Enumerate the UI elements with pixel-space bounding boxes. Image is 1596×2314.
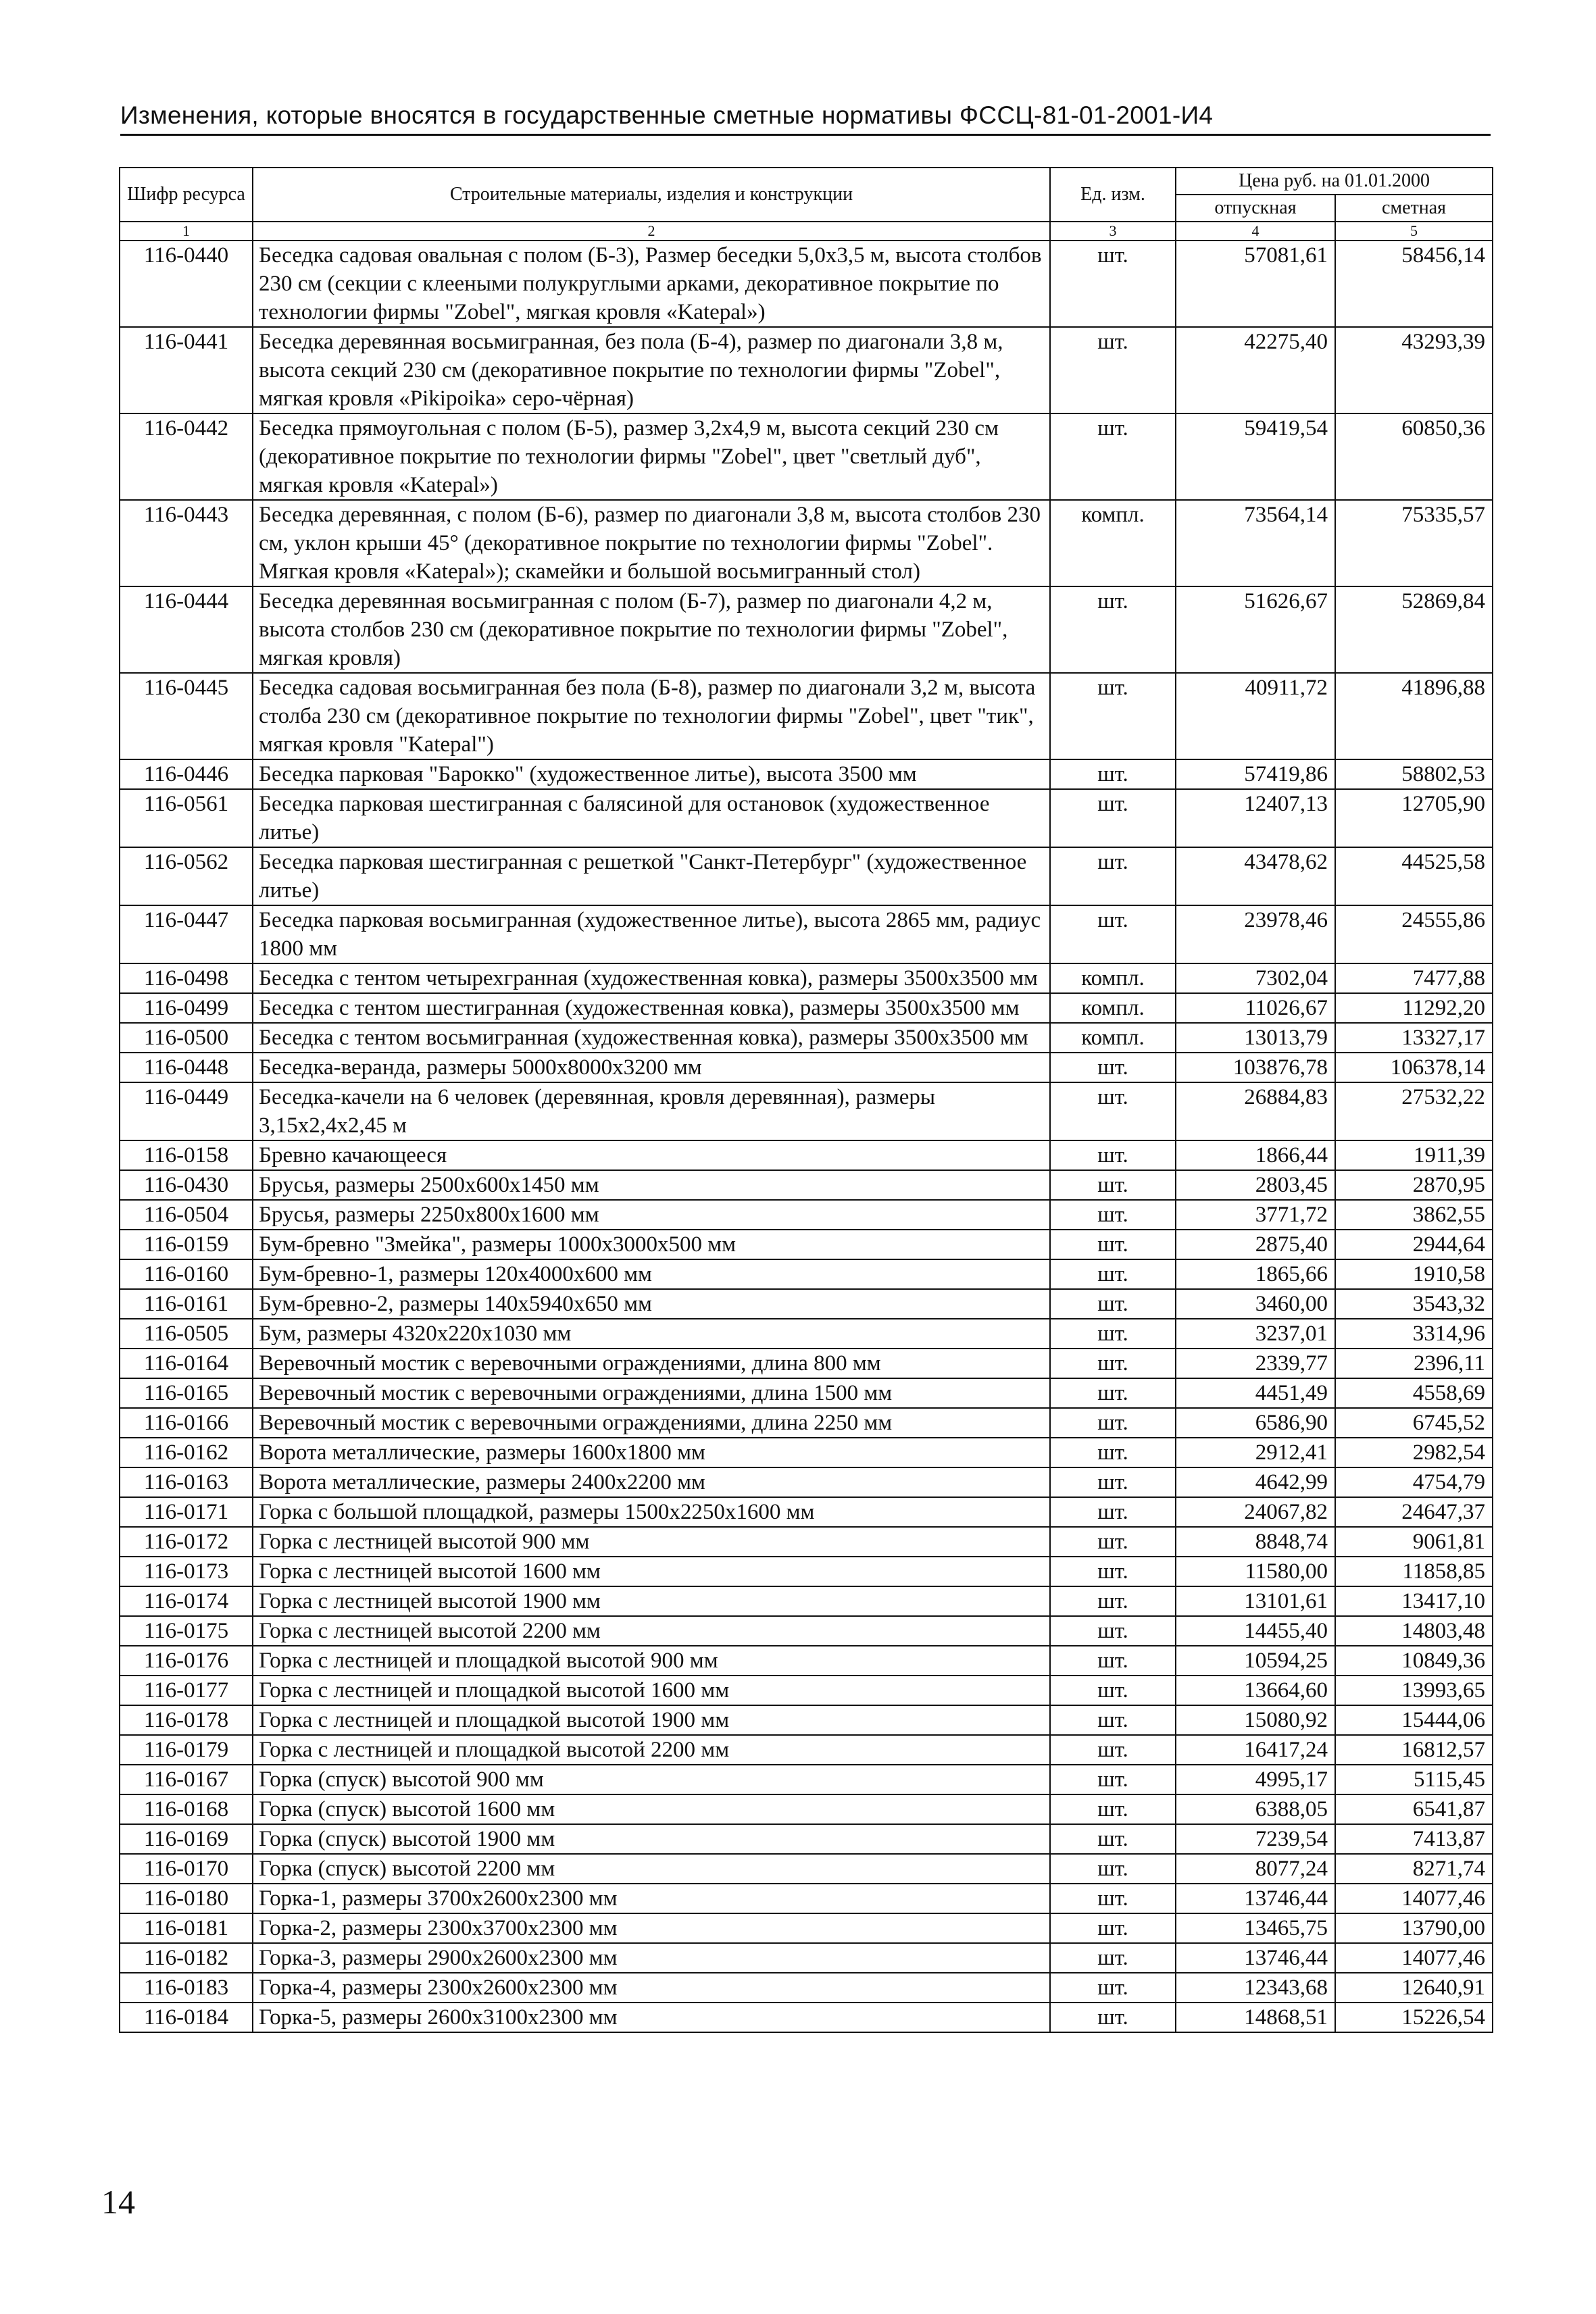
material-name: Горка с лестницей и площадкой высотой 2200 мм — [253, 1735, 1050, 1765]
estimate-price: 2944,64 — [1335, 1230, 1493, 1259]
table-row — [120, 241, 1493, 327]
release-price: 4642,99 — [1176, 1467, 1335, 1497]
release-price: 4451,49 — [1176, 1378, 1335, 1408]
table-row — [120, 1467, 1493, 1497]
estimate-price: 1910,58 — [1335, 1259, 1493, 1289]
unit-of-measure: шт. — [1050, 789, 1176, 847]
table-row — [120, 1438, 1493, 1467]
header-estimate-price: сметная — [1335, 195, 1493, 222]
release-price: 4995,17 — [1176, 1765, 1335, 1794]
estimate-price: 106378,14 — [1335, 1053, 1493, 1082]
table-row — [120, 1735, 1493, 1765]
material-name: Брусья, размеры 2500х600х1450 мм — [253, 1170, 1050, 1200]
release-price: 15080,92 — [1176, 1705, 1335, 1735]
estimate-price: 5115,45 — [1335, 1765, 1493, 1794]
release-price: 23978,46 — [1176, 905, 1335, 963]
table-row — [120, 759, 1493, 789]
material-name: Ворота металлические, размеры 1600х1800 мм — [253, 1438, 1050, 1467]
price-table — [119, 167, 1493, 2033]
release-price: 13013,79 — [1176, 1023, 1335, 1053]
table-row — [120, 673, 1493, 759]
resource-code: 116-0449 — [120, 1082, 253, 1140]
release-price: 14455,40 — [1176, 1616, 1335, 1646]
table-row — [120, 1140, 1493, 1170]
unit-of-measure: шт. — [1050, 1082, 1176, 1140]
estimate-price: 14077,46 — [1335, 1943, 1493, 1973]
material-name: Беседка деревянная восьмигранная с полом (Б-7), размер по диагонали 4,2 м, высота столбов 230 см (декоративное покрытие по технологии фирмы "Zobel", мягкая кровля) — [253, 586, 1050, 673]
estimate-price: 15444,06 — [1335, 1705, 1493, 1735]
estimate-price: 2396,11 — [1335, 1349, 1493, 1378]
release-price: 10594,25 — [1176, 1646, 1335, 1676]
resource-code: 116-0170 — [120, 1854, 253, 1884]
resource-code: 116-0443 — [120, 500, 253, 586]
estimate-price: 4754,79 — [1335, 1467, 1493, 1497]
table-row — [120, 1765, 1493, 1794]
unit-of-measure: шт. — [1050, 1289, 1176, 1319]
unit-of-measure: шт. — [1050, 1408, 1176, 1438]
estimate-price: 43293,39 — [1335, 327, 1493, 413]
unit-of-measure: шт. — [1050, 1794, 1176, 1824]
table-row — [120, 1319, 1493, 1349]
release-price: 6388,05 — [1176, 1794, 1335, 1824]
document-header: Изменения, которые вносятся в государственные сметные нормативы ФССЦ-81-01-2001-И4 — [120, 101, 1491, 136]
estimate-price: 13790,00 — [1335, 1913, 1493, 1943]
material-name: Бум-бревно-2, размеры 140х5940х650 мм — [253, 1289, 1050, 1319]
unit-of-measure: шт. — [1050, 1053, 1176, 1082]
material-name: Горка (спуск) высотой 2200 мм — [253, 1854, 1050, 1884]
release-price: 7239,54 — [1176, 1824, 1335, 1854]
estimate-price: 4558,69 — [1335, 1378, 1493, 1408]
estimate-price: 41896,88 — [1335, 673, 1493, 759]
resource-code: 116-0164 — [120, 1349, 253, 1378]
unit-of-measure: шт. — [1050, 905, 1176, 963]
unit-of-measure: шт. — [1050, 1973, 1176, 2003]
unit-of-measure: шт. — [1050, 1467, 1176, 1497]
resource-code: 116-0498 — [120, 963, 253, 993]
release-price: 43478,62 — [1176, 847, 1335, 905]
table-row — [120, 1794, 1493, 1824]
resource-code: 116-0175 — [120, 1616, 253, 1646]
unit-of-measure: шт. — [1050, 1765, 1176, 1794]
unit-of-measure: шт. — [1050, 1943, 1176, 1973]
material-name: Беседка парковая восьмигранная (художественное литье), высота 2865 мм, радиус 1800 мм — [253, 905, 1050, 963]
resource-code: 116-0162 — [120, 1438, 253, 1467]
material-name: Веревочный мостик с веревочными ограждениями, длина 2250 мм — [253, 1408, 1050, 1438]
table-row — [120, 1259, 1493, 1289]
estimate-price: 1911,39 — [1335, 1140, 1493, 1170]
table-row — [120, 1082, 1493, 1140]
material-name: Бум, размеры 4320х220х1030 мм — [253, 1319, 1050, 1349]
material-name: Горка с лестницей высотой 1900 мм — [253, 1586, 1050, 1616]
resource-code: 116-0448 — [120, 1053, 253, 1082]
estimate-price: 12640,91 — [1335, 1973, 1493, 2003]
resource-code: 116-0169 — [120, 1824, 253, 1854]
header-unit: Ед. изм. — [1050, 168, 1176, 222]
release-price: 40911,72 — [1176, 673, 1335, 759]
unit-of-measure: шт. — [1050, 673, 1176, 759]
resource-code: 116-0176 — [120, 1646, 253, 1676]
table-row — [120, 1289, 1493, 1319]
resource-code: 116-0184 — [120, 2003, 253, 2032]
resource-code: 116-0173 — [120, 1557, 253, 1586]
unit-of-measure: шт. — [1050, 759, 1176, 789]
table-row — [120, 1646, 1493, 1676]
unit-of-measure: компл. — [1050, 963, 1176, 993]
estimate-price: 58802,53 — [1335, 759, 1493, 789]
table-row — [120, 1349, 1493, 1378]
estimate-price: 8271,74 — [1335, 1854, 1493, 1884]
table-row — [120, 1943, 1493, 1973]
estimate-price: 24647,37 — [1335, 1497, 1493, 1527]
material-name: Горка (спуск) высотой 1900 мм — [253, 1824, 1050, 1854]
unit-of-measure: шт. — [1050, 1497, 1176, 1527]
estimate-price: 24555,86 — [1335, 905, 1493, 963]
table-row — [120, 1497, 1493, 1527]
release-price: 2912,41 — [1176, 1438, 1335, 1467]
material-name: Горка с лестницей высотой 2200 мм — [253, 1616, 1050, 1646]
table-row — [120, 905, 1493, 963]
release-price: 8848,74 — [1176, 1527, 1335, 1557]
header-name: Строительные материалы, изделия и конструкции — [253, 168, 1050, 222]
resource-code: 116-0159 — [120, 1230, 253, 1259]
header-release-price: отпускная — [1176, 195, 1335, 222]
resource-code: 116-0182 — [120, 1943, 253, 1973]
estimate-price: 3543,32 — [1335, 1289, 1493, 1319]
release-price: 3237,01 — [1176, 1319, 1335, 1349]
release-price: 13746,44 — [1176, 1884, 1335, 1913]
release-price: 3460,00 — [1176, 1289, 1335, 1319]
table-row — [120, 789, 1493, 847]
material-name: Горка с лестницей и площадкой высотой 1900 мм — [253, 1705, 1050, 1735]
resource-code: 116-0561 — [120, 789, 253, 847]
unit-of-measure: шт. — [1050, 1230, 1176, 1259]
material-name: Брусья, размеры 2250х800х1600 мм — [253, 1200, 1050, 1230]
table-row — [120, 1378, 1493, 1408]
material-name: Бум-бревно "Змейка", размеры 1000х3000х500 мм — [253, 1230, 1050, 1259]
resource-code: 116-0179 — [120, 1735, 253, 1765]
release-price: 6586,90 — [1176, 1408, 1335, 1438]
resource-code: 116-0505 — [120, 1319, 253, 1349]
resource-code: 116-0504 — [120, 1200, 253, 1230]
material-name: Беседка деревянная восьмигранная, без пола (Б-4), размер по диагонали 3,8 м, высота секций 230 см (декоративное покрытие по технологии фирмы "Zobel", мягкая кровля «Pikipoika» серо-чёрная) — [253, 327, 1050, 413]
table-row — [120, 1973, 1493, 2003]
table-row — [120, 847, 1493, 905]
material-name: Беседка прямоугольная с полом (Б-5), размер 3,2х4,9 м, высота секций 230 см (декоративное покрытие по технологии фирмы "Zobel", цвет "светлый дуб", мягкая кровля «Katepal») — [253, 413, 1050, 500]
material-name: Беседка-качели на 6 человек (деревянная, кровля деревянная), размеры 3,15х2,4х2,45 м — [253, 1082, 1050, 1140]
unit-of-measure: шт. — [1050, 1676, 1176, 1705]
unit-of-measure: шт. — [1050, 1735, 1176, 1765]
release-price: 13465,75 — [1176, 1913, 1335, 1943]
release-price: 3771,72 — [1176, 1200, 1335, 1230]
resource-code: 116-0163 — [120, 1467, 253, 1497]
material-name: Беседка садовая восьмигранная без пола (Б-8), размер по диагонали 3,2 м, высота столба 230 см (декоративное покрытие по технологии фирмы "Zobel", цвет "тик", мягкая кровля "Katepal") — [253, 673, 1050, 759]
estimate-price: 13417,10 — [1335, 1586, 1493, 1616]
release-price: 11580,00 — [1176, 1557, 1335, 1586]
release-price: 13101,61 — [1176, 1586, 1335, 1616]
resource-code: 116-0178 — [120, 1705, 253, 1735]
resource-code: 116-0168 — [120, 1794, 253, 1824]
estimate-price: 9061,81 — [1335, 1527, 1493, 1557]
estimate-price: 16812,57 — [1335, 1735, 1493, 1765]
table-row — [120, 1884, 1493, 1913]
resource-code: 116-0445 — [120, 673, 253, 759]
table-row — [120, 1170, 1493, 1200]
column-number: 5 — [1335, 222, 1493, 241]
release-price: 103876,78 — [1176, 1053, 1335, 1082]
unit-of-measure: компл. — [1050, 500, 1176, 586]
table-row — [120, 1616, 1493, 1646]
unit-of-measure: шт. — [1050, 586, 1176, 673]
resource-code: 116-0177 — [120, 1676, 253, 1705]
unit-of-measure: шт. — [1050, 413, 1176, 500]
unit-of-measure: шт. — [1050, 1349, 1176, 1378]
estimate-price: 11292,20 — [1335, 993, 1493, 1023]
resource-code: 116-0160 — [120, 1259, 253, 1289]
material-name: Горка с лестницей и площадкой высотой 900 мм — [253, 1646, 1050, 1676]
table-row — [120, 963, 1493, 993]
table-row — [120, 500, 1493, 586]
unit-of-measure: шт. — [1050, 1557, 1176, 1586]
material-name: Горка с лестницей высотой 900 мм — [253, 1527, 1050, 1557]
estimate-price: 2870,95 — [1335, 1170, 1493, 1200]
release-price: 11026,67 — [1176, 993, 1335, 1023]
release-price: 13664,60 — [1176, 1676, 1335, 1705]
estimate-price: 13327,17 — [1335, 1023, 1493, 1053]
estimate-price: 44525,58 — [1335, 847, 1493, 905]
release-price: 57419,86 — [1176, 759, 1335, 789]
material-name: Беседка с тентом шестигранная (художественная ковка), размеры 3500х3500 мм — [253, 993, 1050, 1023]
resource-code: 116-0165 — [120, 1378, 253, 1408]
material-name: Беседка деревянная, с полом (Б-6), размер по диагонали 3,8 м, высота столбов 230 см, уклон крыши 45° (декоративное покрытие по технологии фирмы "Zobel". Мягкая кровля «Katepal»); скамейки и большой восьмигранный стол) — [253, 500, 1050, 586]
resource-code: 116-0440 — [120, 241, 253, 327]
resource-code: 116-0442 — [120, 413, 253, 500]
resource-code: 116-0174 — [120, 1586, 253, 1616]
release-price: 51626,67 — [1176, 586, 1335, 673]
resource-code: 116-0447 — [120, 905, 253, 963]
release-price: 57081,61 — [1176, 241, 1335, 327]
estimate-price: 13993,65 — [1335, 1676, 1493, 1705]
unit-of-measure: компл. — [1050, 1023, 1176, 1053]
material-name: Горка-1, размеры 3700х2600х2300 мм — [253, 1884, 1050, 1913]
release-price: 1866,44 — [1176, 1140, 1335, 1170]
material-name: Горка-3, размеры 2900х2600х2300 мм — [253, 1943, 1050, 1973]
estimate-price: 14803,48 — [1335, 1616, 1493, 1646]
table-row — [120, 1230, 1493, 1259]
column-number: 3 — [1050, 222, 1176, 241]
unit-of-measure: шт. — [1050, 1646, 1176, 1676]
page-number: 14 — [101, 2183, 135, 2221]
material-name: Беседка садовая овальная с полом (Б-3), Размер беседки 5,0х3,5 м, высота столбов 230 см (секции с клееными полукруглыми арками, декоративное покрытие по технологии фирмы "Zobel", мягкая кровля «Katepal») — [253, 241, 1050, 327]
resource-code: 116-0158 — [120, 1140, 253, 1170]
release-price: 73564,14 — [1176, 500, 1335, 586]
table-row — [120, 327, 1493, 413]
unit-of-measure: шт. — [1050, 1319, 1176, 1349]
resource-code: 116-0562 — [120, 847, 253, 905]
table-row — [120, 1053, 1493, 1082]
table-row — [120, 1854, 1493, 1884]
release-price: 13746,44 — [1176, 1943, 1335, 1973]
material-name: Бревно качающееся — [253, 1140, 1050, 1170]
material-name: Беседка парковая "Барокко" (художественное литье), высота 3500 мм — [253, 759, 1050, 789]
release-price: 2875,40 — [1176, 1230, 1335, 1259]
release-price: 12343,68 — [1176, 1973, 1335, 2003]
table-row — [120, 1023, 1493, 1053]
estimate-price: 14077,46 — [1335, 1884, 1493, 1913]
material-name: Горка с лестницей и площадкой высотой 1600 мм — [253, 1676, 1050, 1705]
unit-of-measure: шт. — [1050, 1884, 1176, 1913]
resource-code: 116-0500 — [120, 1023, 253, 1053]
table-row — [120, 413, 1493, 500]
table-row — [120, 1913, 1493, 1943]
estimate-price: 58456,14 — [1335, 241, 1493, 327]
resource-code: 116-0161 — [120, 1289, 253, 1319]
table-row — [120, 1557, 1493, 1586]
material-name: Горка-4, размеры 2300х2600х2300 мм — [253, 1973, 1050, 2003]
material-name: Бум-бревно-1, размеры 120х4000х600 мм — [253, 1259, 1050, 1289]
estimate-price: 27532,22 — [1335, 1082, 1493, 1140]
column-number: 4 — [1176, 222, 1335, 241]
unit-of-measure: шт. — [1050, 241, 1176, 327]
table-row — [120, 1200, 1493, 1230]
unit-of-measure: шт. — [1050, 847, 1176, 905]
estimate-price: 12705,90 — [1335, 789, 1493, 847]
column-number: 1 — [120, 222, 253, 241]
unit-of-measure: шт. — [1050, 327, 1176, 413]
release-price: 2803,45 — [1176, 1170, 1335, 1200]
material-name: Горка (спуск) высотой 900 мм — [253, 1765, 1050, 1794]
release-price: 1865,66 — [1176, 1259, 1335, 1289]
unit-of-measure: шт. — [1050, 1170, 1176, 1200]
resource-code: 116-0183 — [120, 1973, 253, 2003]
table-body — [120, 241, 1493, 2032]
unit-of-measure: шт. — [1050, 1824, 1176, 1854]
material-name: Ворота металлические, размеры 2400х2200 мм — [253, 1467, 1050, 1497]
material-name: Веревочный мостик с веревочными ограждениями, длина 800 мм — [253, 1349, 1050, 1378]
unit-of-measure: шт. — [1050, 1140, 1176, 1170]
estimate-price: 15226,54 — [1335, 2003, 1493, 2032]
estimate-price: 7413,87 — [1335, 1824, 1493, 1854]
estimate-price: 11858,85 — [1335, 1557, 1493, 1586]
table-row — [120, 586, 1493, 673]
estimate-price: 75335,57 — [1335, 500, 1493, 586]
unit-of-measure: шт. — [1050, 1527, 1176, 1557]
release-price: 16417,24 — [1176, 1735, 1335, 1765]
unit-of-measure: шт. — [1050, 1586, 1176, 1616]
material-name: Беседка с тентом восьмигранная (художественная ковка), размеры 3500х3500 мм — [253, 1023, 1050, 1053]
table-row — [120, 1408, 1493, 1438]
table-row — [120, 1586, 1493, 1616]
unit-of-measure: шт. — [1050, 1200, 1176, 1230]
material-name: Горка с большой площадкой, размеры 1500х2250х1600 мм — [253, 1497, 1050, 1527]
estimate-price: 60850,36 — [1335, 413, 1493, 500]
release-price: 26884,83 — [1176, 1082, 1335, 1140]
table-row — [120, 1676, 1493, 1705]
estimate-price: 6541,87 — [1335, 1794, 1493, 1824]
table-row — [120, 1705, 1493, 1735]
unit-of-measure: шт. — [1050, 1378, 1176, 1408]
unit-of-measure: шт. — [1050, 1616, 1176, 1646]
material-name: Горка-2, размеры 2300х3700х2300 мм — [253, 1913, 1050, 1943]
resource-code: 116-0180 — [120, 1884, 253, 1913]
resource-code: 116-0167 — [120, 1765, 253, 1794]
header-price-group: Цена руб. на 01.01.2000 — [1176, 168, 1493, 195]
resource-code: 116-0166 — [120, 1408, 253, 1438]
material-name: Веревочный мостик с веревочными ограждениями, длина 1500 мм — [253, 1378, 1050, 1408]
resource-code: 116-0446 — [120, 759, 253, 789]
table-row — [120, 1824, 1493, 1854]
header-code: Шифр ресурса — [120, 168, 253, 222]
release-price: 59419,54 — [1176, 413, 1335, 500]
resource-code: 116-0171 — [120, 1497, 253, 1527]
material-name: Горка с лестницей высотой 1600 мм — [253, 1557, 1050, 1586]
column-number: 2 — [253, 222, 1050, 241]
material-name: Беседка парковая шестигранная с балясиной для остановок (художественное литье) — [253, 789, 1050, 847]
unit-of-measure: шт. — [1050, 1438, 1176, 1467]
release-price: 12407,13 — [1176, 789, 1335, 847]
release-price: 42275,40 — [1176, 327, 1335, 413]
estimate-price: 2982,54 — [1335, 1438, 1493, 1467]
estimate-price: 3314,96 — [1335, 1319, 1493, 1349]
unit-of-measure: шт. — [1050, 2003, 1176, 2032]
material-name: Беседка-веранда, размеры 5000х8000х3200 мм — [253, 1053, 1050, 1082]
unit-of-measure: шт. — [1050, 1705, 1176, 1735]
unit-of-measure: компл. — [1050, 993, 1176, 1023]
unit-of-measure: шт. — [1050, 1854, 1176, 1884]
material-name: Горка (спуск) высотой 1600 мм — [253, 1794, 1050, 1824]
resource-code: 116-0172 — [120, 1527, 253, 1557]
release-price: 8077,24 — [1176, 1854, 1335, 1884]
table-row — [120, 1527, 1493, 1557]
estimate-price: 52869,84 — [1335, 586, 1493, 673]
material-name: Беседка парковая шестигранная с решеткой "Санкт-Петербург" (художественное литье) — [253, 847, 1050, 905]
table-row — [120, 993, 1493, 1023]
resource-code: 116-0499 — [120, 993, 253, 1023]
table-row — [120, 2003, 1493, 2032]
estimate-price: 7477,88 — [1335, 963, 1493, 993]
release-price: 7302,04 — [1176, 963, 1335, 993]
release-price: 14868,51 — [1176, 2003, 1335, 2032]
release-price: 24067,82 — [1176, 1497, 1335, 1527]
resource-code: 116-0430 — [120, 1170, 253, 1200]
material-name: Беседка с тентом четырехгранная (художественная ковка), размеры 3500х3500 мм — [253, 963, 1050, 993]
material-name: Горка-5, размеры 2600х3100х2300 мм — [253, 2003, 1050, 2032]
estimate-price: 3862,55 — [1335, 1200, 1493, 1230]
resource-code: 116-0181 — [120, 1913, 253, 1943]
resource-code: 116-0441 — [120, 327, 253, 413]
estimate-price: 10849,36 — [1335, 1646, 1493, 1676]
estimate-price: 6745,52 — [1335, 1408, 1493, 1438]
unit-of-measure: шт. — [1050, 1913, 1176, 1943]
unit-of-measure: шт. — [1050, 1259, 1176, 1289]
resource-code: 116-0444 — [120, 586, 253, 673]
release-price: 2339,77 — [1176, 1349, 1335, 1378]
